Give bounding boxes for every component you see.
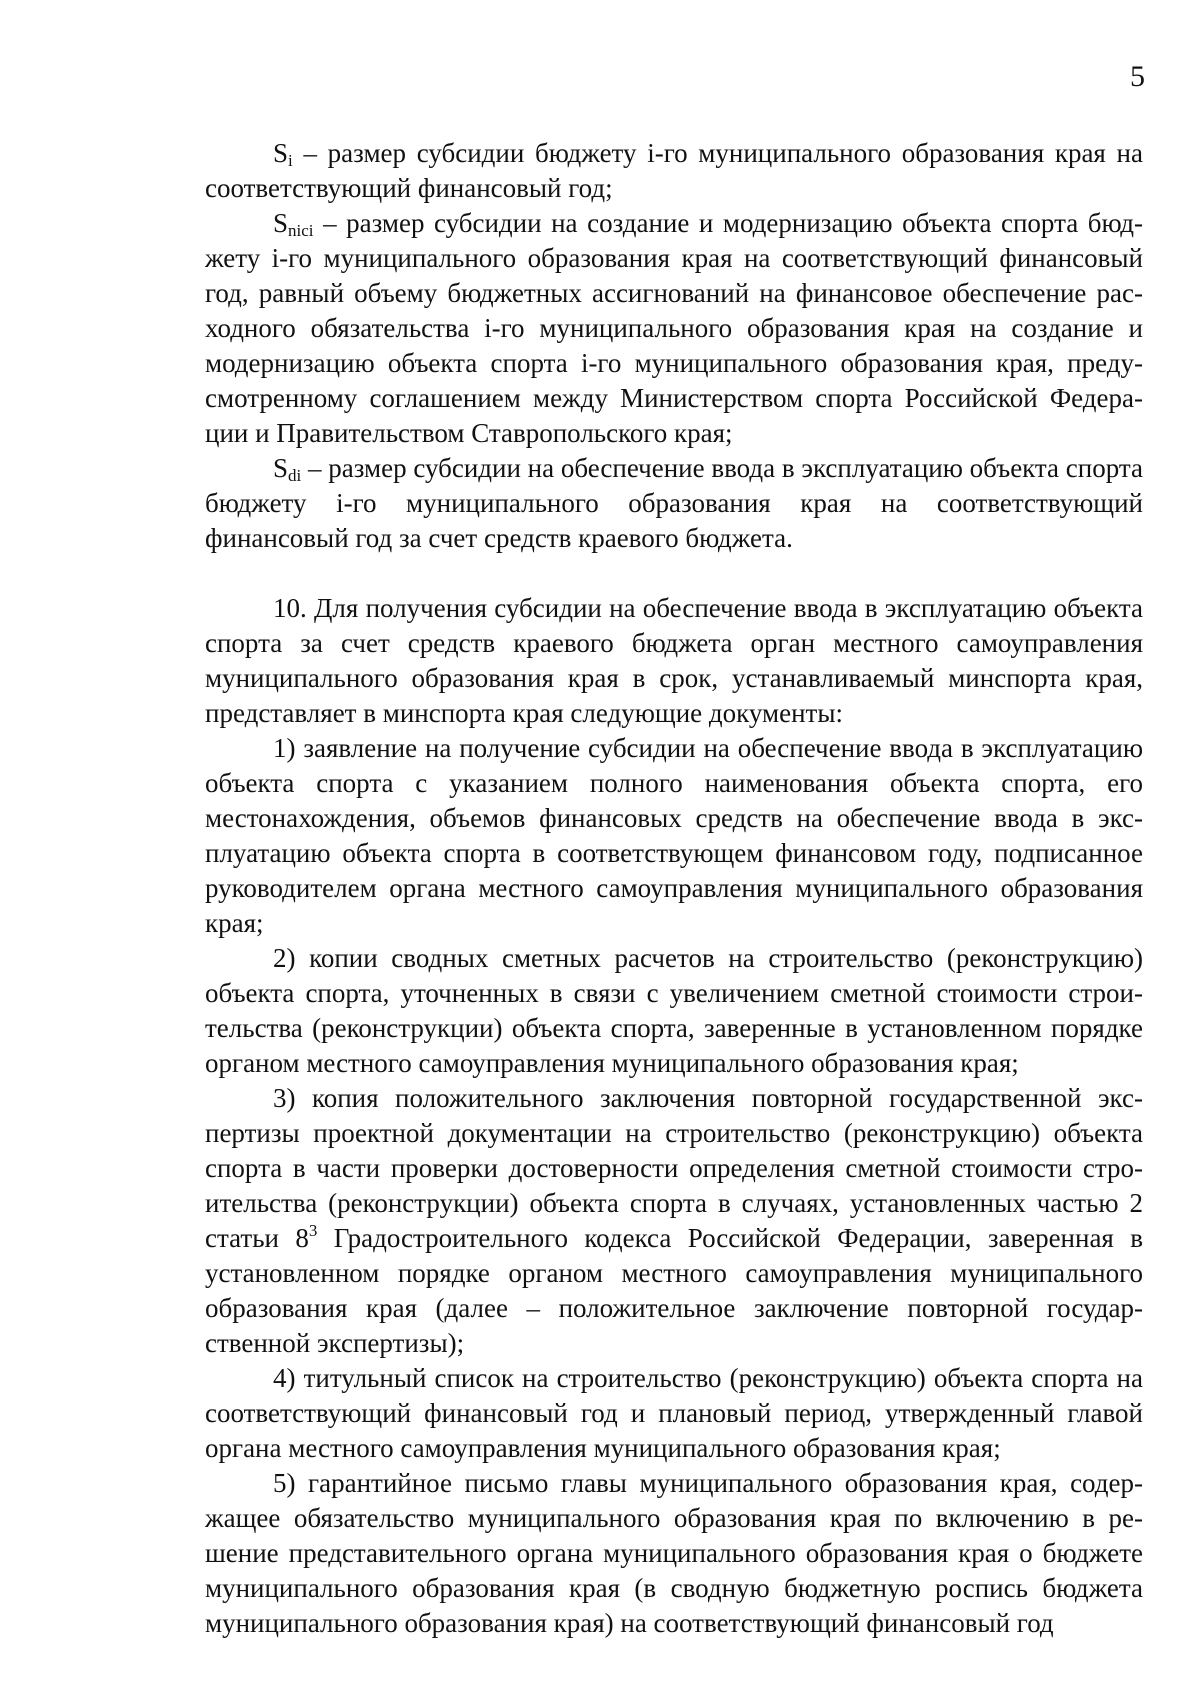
page-number: 5 <box>1130 60 1145 93</box>
symbol-sdi: $S_{di}$ <box>273 453 302 485</box>
section-10-item-5: 5) гарантийное письмо главы муниципального образования края, содержащее обязательство муниципального образования края по включению в решение представительного органа муниципального образования края о бюджете муниципального образования края (в сводную бюджетную роспись бюджета муниципального образования края) на соответствующий финансовый год <box>205 1468 1143 1638</box>
document-body <box>205 136 1143 1641</box>
superscript-3: 3 <box>308 1221 318 1240</box>
symbol-snici: $S_{nici}$ <box>273 208 314 240</box>
definition-snici-text: – размер субсидии на создание и модернизацию объекта спорта бюджету i-го муниципального образования края на соответствующий финансовый год, равный объему бюджетных ассигнований на финансовое обеспечение расходного обязательства i-го муниципального образования края на создание и модернизацию объекта спорта i-го муниципального образования края, предусмотренному соглашением между Министерством спорта Российской Федерации и Правительством Ставропольского края; <box>205 208 1143 448</box>
symbol-si: $S_i$ <box>273 138 293 170</box>
section-10-item-3: 3) копия положительного заключения повторной государственной экспертизы проектной документации на строительство (реконструкцию) объекта спорта в части проверки достоверности определения сметной стоимости строительства (реконструкции) объекта спорта в случаях, установленных частью 2 статьи $8^3$ Градостроительного кодекса Российской Федерации, заверенная в установленном порядке органом местного самоуправления муниципального образования края (далее – положительное заключение повторной государственной экспертизы); <box>205 1083 1143 1358</box>
section-10-item-4: 4) титульный список на строительство (реконструкцию) объекта спорта на соответствующий финансовый год и плановый период, утвержденный главой органа местного самоуправления муниципального образования края; <box>205 1363 1143 1463</box>
section-10-intro: 10. Для получения субсидии на обеспечение ввода в эксплуатацию объекта спорта за счет средств краевого бюджета орган местного самоуправления муниципального образования края в срок, устанавливаемый минспорта края, представляет в минспорта края следующие документы: <box>205 593 1143 728</box>
definition-snici <box>205 206 1143 451</box>
definition-sdi <box>205 451 1143 556</box>
section-10-item-2: 2) копии сводных сметных расчетов на строительство (реконструкцию) объекта спорта, уточненных в связи с увеличением сметной стоимости строительства (реконструкции) объекта спорта, заверенные в установленном порядке органом местного самоуправления муниципального образования края; <box>205 943 1143 1078</box>
definition-si <box>205 136 1143 206</box>
definition-sdi-text: – размер субсидии на обеспечение ввода в эксплуатацию объекта спорта бюджету i-го муниципального образования края на соответствующий финансовый год за счет средств краевого бюджета. <box>205 453 1143 553</box>
definition-si-text: – размер субсидии бюджету i-го муниципального образования края на соответствующий финансовый год; <box>205 138 1143 203</box>
section-10-item-1: 1) заявление на получение субсидии на обеспечение ввода в эксплуатацию объекта спорта с указанием полного наименования объекта спорта, его местонахождения, объемов финансовых средств на обеспечение ввода в эксплуатацию объекта спорта в соответствующем финансовом году, подписанное руководителем органа местного самоуправления муниципального образования края; <box>205 733 1143 938</box>
